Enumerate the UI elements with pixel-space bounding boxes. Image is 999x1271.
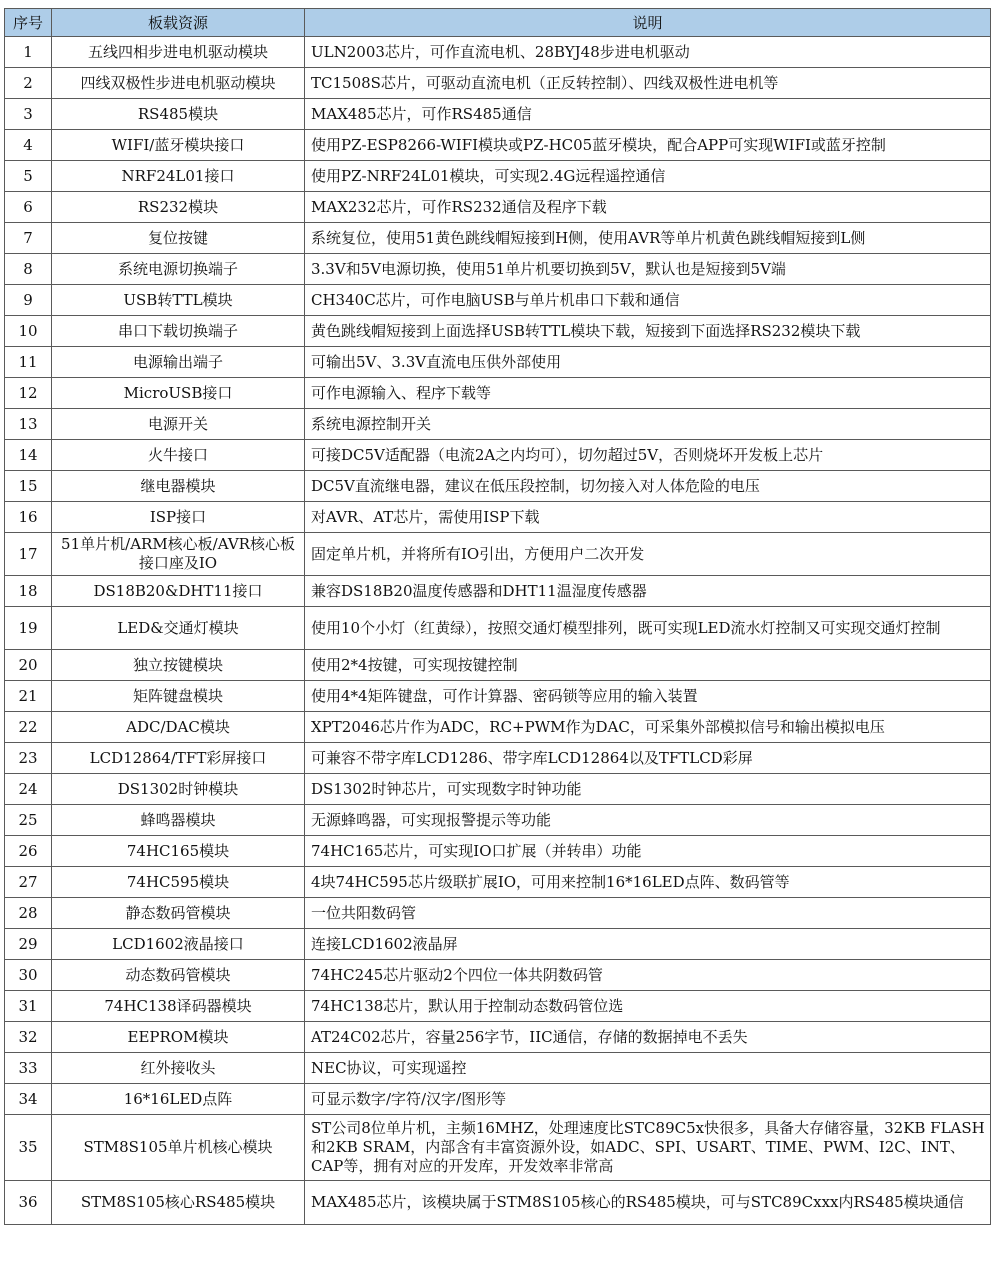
table-row [5,681,991,712]
row-resource: 16*16LED点阵 [52,1084,305,1115]
table-row [5,285,991,316]
row-resource: 红外接收头 [52,1053,305,1084]
table-row [5,836,991,867]
row-resource: 继电器模块 [52,471,305,502]
header-resource: 板载资源 [52,9,305,37]
row-index: 15 [5,471,52,502]
row-resource: USB转TTL模块 [52,285,305,316]
row-resource: STM8S105单片机核心模块 [52,1115,305,1181]
row-index: 6 [5,192,52,223]
row-description: 74HC138芯片，默认用于控制动态数码管位选 [305,991,991,1022]
row-index: 26 [5,836,52,867]
row-index: 16 [5,502,52,533]
row-index: 18 [5,576,52,607]
row-index: 17 [5,533,52,576]
row-description: NEC协议，可实现遥控 [305,1053,991,1084]
row-index: 31 [5,991,52,1022]
table-row [5,960,991,991]
row-index: 23 [5,743,52,774]
row-resource: 74HC595模块 [52,867,305,898]
row-resource: 串口下载切换端子 [52,316,305,347]
table-row [5,378,991,409]
table-row [5,1053,991,1084]
row-description: 使用10个小灯（红黄绿），按照交通灯模型排列，既可实现LED流水灯控制又可实现交通灯控制 [305,607,991,650]
table-row [5,867,991,898]
table-row [5,712,991,743]
header-description: 说明 [305,9,991,37]
row-index: 33 [5,1053,52,1084]
row-resource: 复位按键 [52,223,305,254]
row-index: 7 [5,223,52,254]
row-description: 使用4*4矩阵键盘，可作计算器、密码锁等应用的输入装置 [305,681,991,712]
table-row [5,223,991,254]
row-description: 使用PZ-ESP8266-WIFI模块或PZ-HC05蓝牙模块，配合APP可实现WIFI或蓝牙控制 [305,130,991,161]
row-description: TC1508S芯片，可驱动直流电机（正反转控制）、四线双极性进电机等 [305,68,991,99]
row-description: MAX232芯片，可作RS232通信及程序下载 [305,192,991,223]
table-row [5,1084,991,1115]
row-resource: EEPROM模块 [52,1022,305,1053]
row-resource: 系统电源切换端子 [52,254,305,285]
table-row [5,316,991,347]
row-resource: 51单片机/ARM核心板/AVR核心板接口座及IO [52,533,305,576]
row-index: 27 [5,867,52,898]
row-description: 74HC245芯片驱动2个四位一体共阴数码管 [305,960,991,991]
row-resource: 蜂鸣器模块 [52,805,305,836]
board-resource-table [4,8,991,1225]
row-description: 使用2*4按键，可实现按键控制 [305,650,991,681]
row-resource: 电源输出端子 [52,347,305,378]
row-resource: WIFI/蓝牙模块接口 [52,130,305,161]
table-row [5,347,991,378]
table-row [5,161,991,192]
row-resource: DS18B20&DHT11接口 [52,576,305,607]
row-index: 35 [5,1115,52,1181]
row-index: 9 [5,285,52,316]
row-index: 28 [5,898,52,929]
row-description: 一位共阳数码管 [305,898,991,929]
row-index: 19 [5,607,52,650]
row-description: 系统电源控制开关 [305,409,991,440]
row-index: 21 [5,681,52,712]
row-index: 2 [5,68,52,99]
row-index: 3 [5,99,52,130]
row-description: DS1302时钟芯片，可实现数字时钟功能 [305,774,991,805]
row-resource: LED&交通灯模块 [52,607,305,650]
row-index: 29 [5,929,52,960]
row-resource: 静态数码管模块 [52,898,305,929]
row-description: AT24C02芯片，容量256字节，IIC通信，存储的数据掉电不丢失 [305,1022,991,1053]
table-row [5,805,991,836]
row-description: 可显示数字/字符/汉字/图形等 [305,1084,991,1115]
row-description: 系统复位，使用51黄色跳线帽短接到H侧，使用AVR等单片机黄色跳线帽短接到L侧 [305,223,991,254]
row-description: XPT2046芯片作为ADC，RC+PWM作为DAC，可采集外部模拟信号和输出模拟电压 [305,712,991,743]
row-index: 14 [5,440,52,471]
row-resource: STM8S105核心RS485模块 [52,1181,305,1225]
row-description: 固定单片机，并将所有IO引出，方便用户二次开发 [305,533,991,576]
row-index: 32 [5,1022,52,1053]
table-row [5,192,991,223]
table-row [5,440,991,471]
row-resource: 五线四相步进电机驱动模块 [52,37,305,68]
table-row [5,650,991,681]
row-resource: 电源开关 [52,409,305,440]
row-description: 对AVR、AT芯片，需使用ISP下载 [305,502,991,533]
table-row [5,991,991,1022]
row-resource: 火牛接口 [52,440,305,471]
row-description: 3.3V和5V电源切换，使用51单片机要切换到5V，默认也是短接到5V端 [305,254,991,285]
row-description: 74HC165芯片，可实现IO口扩展（并转串）功能 [305,836,991,867]
row-resource: LCD1602液晶接口 [52,929,305,960]
row-description: 可兼容不带字库LCD1286、带字库LCD12864以及TFTLCD彩屏 [305,743,991,774]
row-description: MAX485芯片，可作RS485通信 [305,99,991,130]
row-description: 黄色跳线帽短接到上面选择USB转TTL模块下载，短接到下面选择RS232模块下载 [305,316,991,347]
table-row [5,743,991,774]
table-row [5,898,991,929]
row-description: CH340C芯片，可作电脑USB与单片机串口下载和通信 [305,285,991,316]
row-resource: 四线双极性步进电机驱动模块 [52,68,305,99]
row-resource: 独立按键模块 [52,650,305,681]
row-resource: 74HC165模块 [52,836,305,867]
row-index: 20 [5,650,52,681]
table-row [5,130,991,161]
row-description: ULN2003芯片，可作直流电机、28BYJ48步进电机驱动 [305,37,991,68]
table-body [5,37,991,1225]
row-resource: NRF24L01接口 [52,161,305,192]
row-index: 22 [5,712,52,743]
table-header-row [5,9,991,37]
table-row [5,409,991,440]
row-index: 8 [5,254,52,285]
table-row [5,502,991,533]
row-index: 11 [5,347,52,378]
table-row [5,1181,991,1225]
row-resource: 矩阵键盘模块 [52,681,305,712]
table-row [5,254,991,285]
table-row [5,607,991,650]
row-resource: 74HC138译码器模块 [52,991,305,1022]
row-index: 25 [5,805,52,836]
row-description: 连接LCD1602液晶屏 [305,929,991,960]
row-resource: LCD12864/TFT彩屏接口 [52,743,305,774]
row-index: 1 [5,37,52,68]
row-description: 可作电源输入、程序下载等 [305,378,991,409]
row-description: 4块74HC595芯片级联扩展IO，可用来控制16*16LED点阵、数码管等 [305,867,991,898]
row-resource: MicroUSB接口 [52,378,305,409]
row-resource: RS485模块 [52,99,305,130]
table-row [5,37,991,68]
table-row [5,1022,991,1053]
row-description: 可接DC5V适配器（电流2A之内均可），切勿超过5V，否则烧坏开发板上芯片 [305,440,991,471]
table-row [5,99,991,130]
row-resource: ADC/DAC模块 [52,712,305,743]
row-index: 30 [5,960,52,991]
row-description: 使用PZ-NRF24L01模块，可实现2.4G远程遥控通信 [305,161,991,192]
row-resource: DS1302时钟模块 [52,774,305,805]
header-index: 序号 [5,9,52,37]
row-index: 12 [5,378,52,409]
row-resource: 动态数码管模块 [52,960,305,991]
table-row [5,774,991,805]
row-index: 34 [5,1084,52,1115]
row-description: DC5V直流继电器，建议在低压段控制，切勿接入对人体危险的电压 [305,471,991,502]
table-row [5,68,991,99]
table-row [5,576,991,607]
table-row [5,929,991,960]
row-index: 5 [5,161,52,192]
row-index: 10 [5,316,52,347]
row-index: 36 [5,1181,52,1225]
row-resource: RS232模块 [52,192,305,223]
table-row [5,471,991,502]
table-row [5,1115,991,1181]
row-description: 无源蜂鸣器，可实现报警提示等功能 [305,805,991,836]
row-description: ST公司8位单片机，主频16MHZ，处理速度比STC89C5x快很多，具备大存储容量，32KB FLASH和2KB SRAM，内部含有丰富资源外设，如ADC、SPI、USART、TIME、PWM、I2C、INT、CAP等，拥有对应的开发库，开发效率非常高 [305,1115,991,1181]
row-description: 兼容DS18B20温度传感器和DHT11温湿度传感器 [305,576,991,607]
row-resource: ISP接口 [52,502,305,533]
resource-table-container [4,8,990,1225]
row-description: 可输出5V、3.3V直流电压供外部使用 [305,347,991,378]
row-index: 4 [5,130,52,161]
table-row [5,533,991,576]
row-index: 24 [5,774,52,805]
row-description: MAX485芯片，该模块属于STM8S105核心的RS485模块，可与STC89Cxxx内RS485模块通信 [305,1181,991,1225]
row-index: 13 [5,409,52,440]
